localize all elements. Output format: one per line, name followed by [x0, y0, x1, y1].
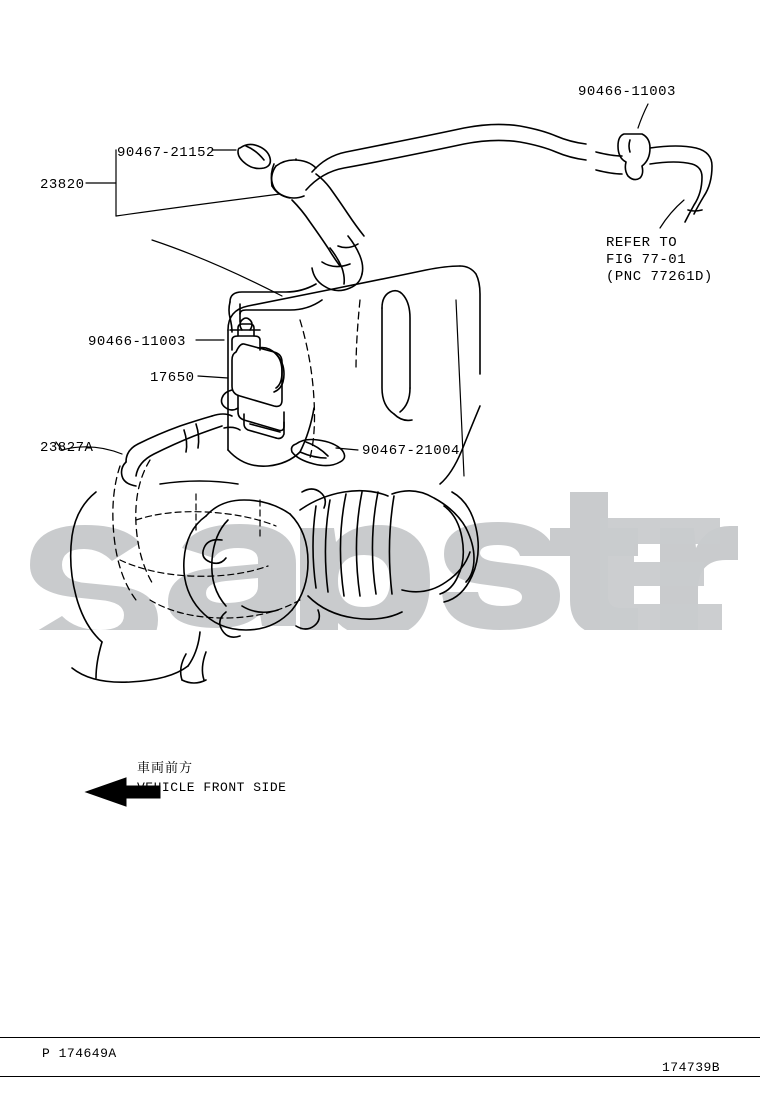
reference-note-line1: REFER TO: [606, 235, 678, 251]
reference-note-line2: FIG 77-01: [606, 252, 687, 268]
reference-note: [606, 235, 713, 286]
footer-divider-bottom: [0, 1076, 760, 1077]
callout-23820: 23820: [40, 177, 85, 193]
callout-90466-11003-valve: 90466-11003: [88, 334, 186, 350]
footer-divider-top: [0, 1037, 760, 1038]
callout-17650: 17650: [150, 370, 195, 386]
callout-90467-21004: 90467-21004: [362, 443, 460, 459]
callout-90467-21152: 90467-21152: [117, 145, 215, 161]
callout-90466-11003-top: 90466-11003: [578, 84, 676, 100]
callout-23827a: 23827A: [40, 440, 94, 456]
reference-note-line3: (PNC 77261D): [606, 269, 713, 285]
front-marker-en: VEHICLE FRONT SIDE: [137, 780, 287, 795]
footer-right-code: 174739B: [662, 1060, 721, 1075]
front-marker-jp: 車両前方: [137, 761, 194, 776]
footer-left-code: P 174649A: [42, 1046, 117, 1061]
